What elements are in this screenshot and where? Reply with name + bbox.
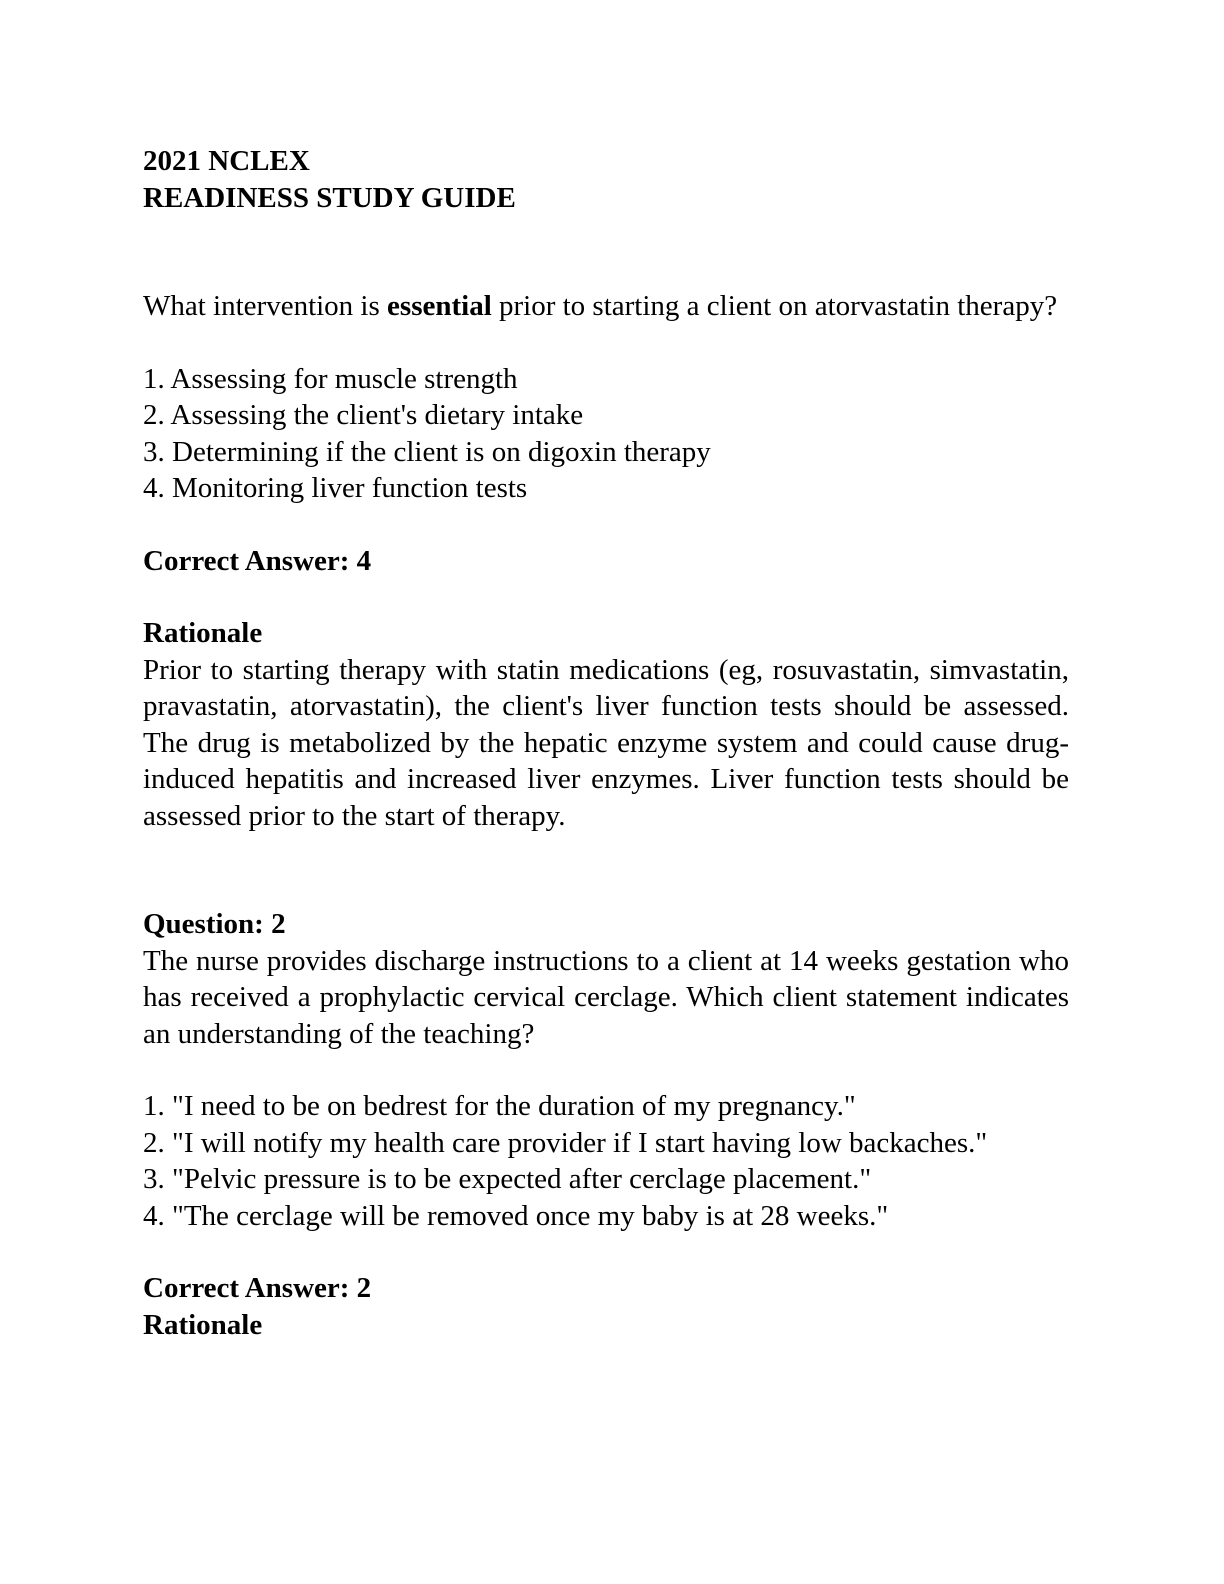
q2-option-2: 2. "I will notify my health care provider if I start having low backaches."	[143, 1126, 988, 1159]
q2-stem: The nurse provides discharge instructions to a client at 14 weeks gestation who has received a prophylactic cervical cerclage. Which client statement indicates an understanding of the teaching?	[143, 944, 1069, 1050]
q2-option-1: 1. "I need to be on bedrest for the duration of my pregnancy."	[143, 1090, 856, 1122]
q1-option-4: 4. Monitoring liver function tests	[143, 472, 528, 504]
q1-option-3: 3. Determining if the client is on digoxin therapy	[143, 435, 711, 468]
q2-option-4: 4. "The cerclage will be removed once my baby is at 28 weeks."	[143, 1199, 889, 1232]
q1-option-2: 2. Assessing the client's dietary intake	[143, 399, 584, 431]
q1-correct-answer: Correct Answer: 4	[143, 544, 372, 577]
document-title-line-2: READINESS STUDY GUIDE	[143, 181, 516, 214]
document-title-line-1: 2021 NCLEX	[143, 145, 310, 177]
document-page	[143, 143, 1069, 1343]
q1-stem-pre: What intervention is	[143, 290, 388, 322]
q1-rationale-text: Prior to starting therapy with statin medications (eg, rosuvastatin, simvastatin, pravastatin, atorvastatin), the client's liver function tests should be assessed. The drug is metabolized by the hepatic enzyme system and could cause drug-induced hepatitis and increased liver enzymes. Liver function tests should be assessed prior to the start of therapy.	[143, 653, 1069, 832]
q2-correct-answer: Correct Answer: 2	[143, 1272, 372, 1304]
q1-stem-emphasis: essential	[387, 290, 492, 322]
q1-stem-post: prior to starting a client on atorvastatin therapy?	[491, 290, 1058, 322]
q1-options	[143, 361, 1069, 507]
q2-options	[143, 1088, 1069, 1234]
q2-heading: Question: 2	[143, 908, 286, 940]
q1-stem	[143, 288, 1069, 325]
q1-option-1: 1. Assessing for muscle strength	[143, 362, 518, 395]
q2-option-3: 3. "Pelvic pressure is to be expected after cerclage placement."	[143, 1163, 872, 1195]
q1-rationale-heading: Rationale	[143, 617, 263, 649]
q2-rationale-heading: Rationale	[143, 1308, 263, 1341]
